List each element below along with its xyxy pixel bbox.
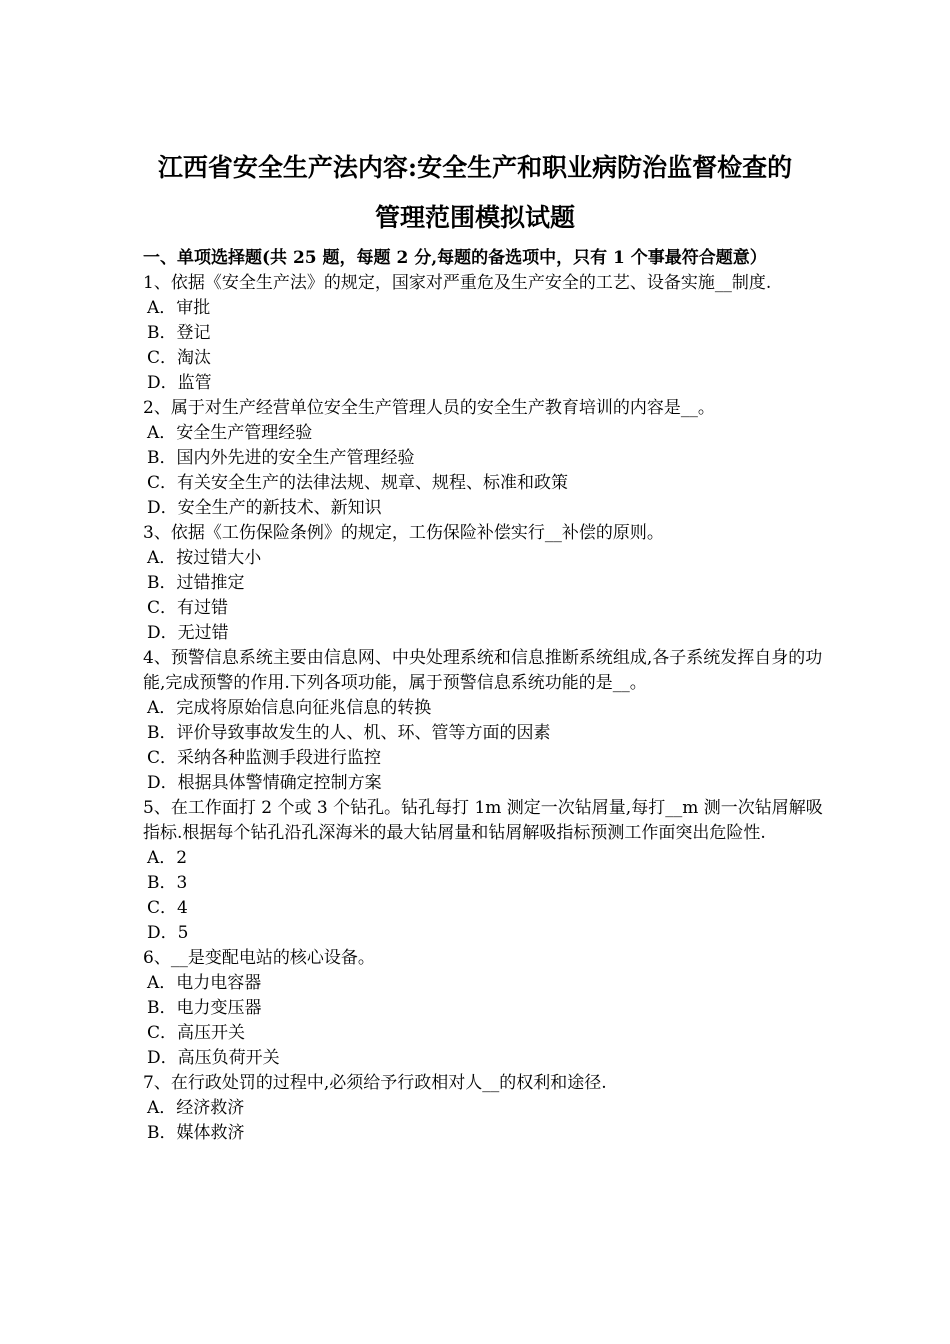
option-b: B．过错推定	[147, 573, 245, 593]
option-b: B．媒体救济	[147, 1123, 245, 1143]
option-a: A．2	[147, 848, 188, 868]
question-stem: 1、依据《安全生产法》的规定，国家对严重危及生产安全的工艺、设备实施__制度.	[143, 273, 772, 293]
option-c: C．高压开关	[147, 1023, 246, 1043]
option-b: B．3	[147, 873, 188, 893]
option-c: C．有关安全生产的法律法规、规章、规程、标准和政策	[147, 473, 569, 493]
option-b: B．评价导致事故发生的人、机、环、管等方面的因素	[147, 723, 551, 743]
question-6	[143, 946, 823, 1071]
question-1	[143, 271, 823, 396]
document-title-line-1: 江西省安全生产法内容:安全生产和职业病防治监督检查的	[157, 153, 793, 182]
option-c: C．淘汰	[147, 348, 212, 368]
option-d: D．根据具体警情确定控制方案	[147, 773, 382, 793]
option-b: B．国内外先进的安全生产管理经验	[147, 448, 415, 468]
section-header: 一、单项选择题(共 25 题，每题 2 分,每题的备选项中，只有 1 个事最符合题意）	[143, 248, 767, 268]
option-b: B．电力变压器	[147, 998, 262, 1018]
question-stem: 6、__是变配电站的核心设备。	[143, 948, 375, 968]
document-title-line-2: 管理范围模拟试题	[374, 203, 575, 232]
question-3	[143, 521, 823, 646]
option-d: D．安全生产的新技术、新知识	[147, 498, 382, 518]
option-a: A．审批	[147, 298, 211, 318]
option-b: B．登记	[147, 323, 211, 343]
option-c: C．采纳各种监测手段进行监控	[147, 748, 382, 768]
question-5	[143, 796, 823, 946]
question-7	[143, 1071, 823, 1146]
question-stem: 3、依据《工伤保险条例》的规定，工伤保险补偿实行__补偿的原则。	[143, 523, 664, 543]
option-a: A．电力电容器	[147, 973, 262, 993]
option-a: A．完成将原始信息向征兆信息的转换	[147, 698, 432, 718]
option-c: C．4	[147, 898, 188, 918]
question-2	[143, 396, 823, 521]
option-c: C．有过错	[147, 598, 229, 618]
option-d: D．高压负荷开关	[147, 1048, 280, 1068]
question-stem: 5、在工作面打 2 个或 3 个钻孔。钻孔每打 1m 测定一次钻屑量,每打__m 测一次钻屑解吸指标.根据每个钻孔沿孔深海米的最大钻屑量和钻屑解吸指标预测工作面突出危险性.	[143, 798, 823, 843]
option-a: A．经济救济	[147, 1098, 245, 1118]
question-stem: 7、在行政处罚的过程中,必须给予行政相对人__的权利和途径.	[143, 1073, 607, 1093]
question-stem: 2、属于对生产经营单位安全生产管理人员的安全生产教育培训的内容是__。	[143, 398, 715, 418]
option-a: A．按过错大小	[147, 548, 262, 568]
option-d: D．无过错	[147, 623, 229, 643]
question-4	[143, 646, 823, 796]
question-stem: 4、预警信息系统主要由信息网、中央处理系统和信息推断系统组成,各子系统发挥自身的功能,完成预警的作用.下列各项功能，属于预警信息系统功能的是__。	[143, 648, 823, 693]
option-a: A．安全生产管理经验	[147, 423, 313, 443]
document-body	[143, 246, 823, 1146]
option-d: D．5	[147, 923, 189, 943]
option-d: D．监管	[147, 373, 212, 393]
